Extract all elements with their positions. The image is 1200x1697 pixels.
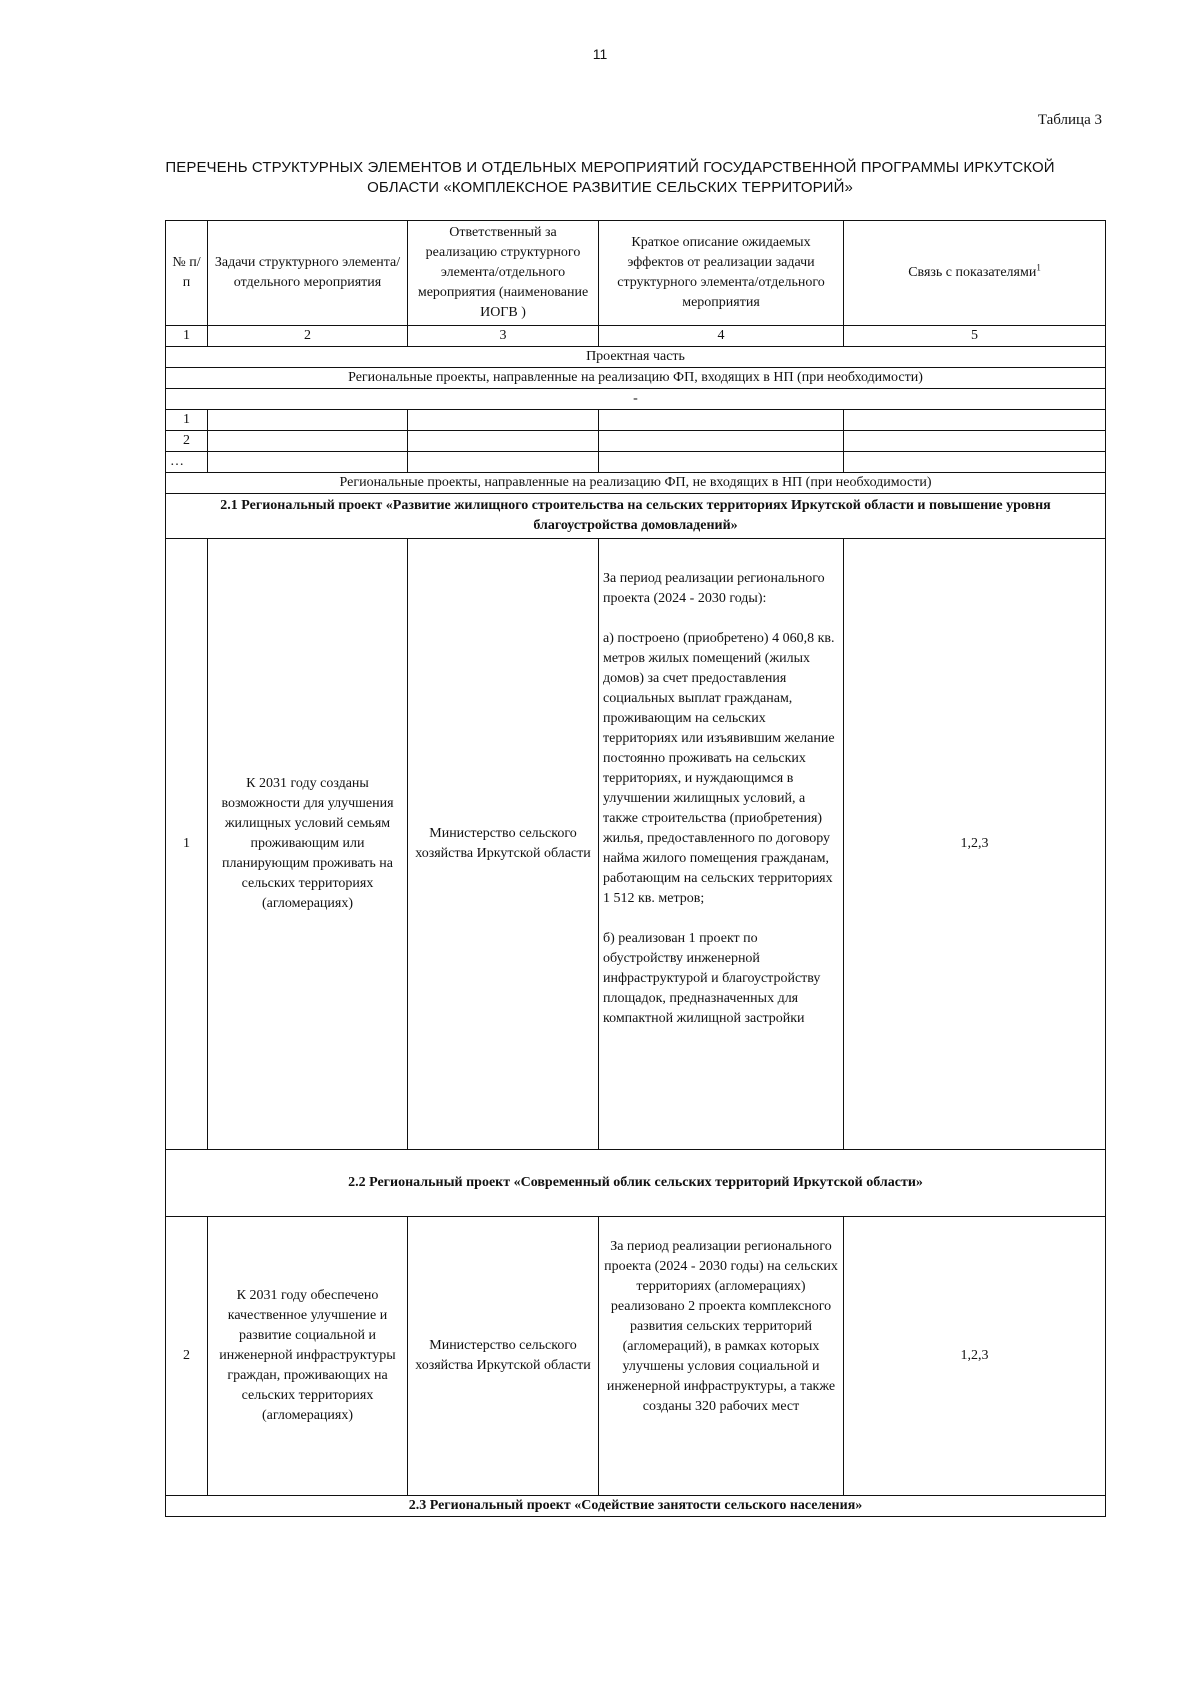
row-1-link: 1,2,3 xyxy=(844,539,1106,1150)
project-2-3-row xyxy=(166,1496,1106,1517)
table-row xyxy=(166,431,1106,452)
project-2-2-row xyxy=(166,1150,1106,1217)
row-2-description: За период реализации регионального проекта (2024 - 2030 годы) на сельских территориях (агломерациях) реализовано 2 проекта комплексного развития сельских территорий (агломераций), в рамках которых улучшены условия социальной и инженерной инфраструктуры, а также созданы 320 рабочих мест xyxy=(599,1217,844,1496)
table-row xyxy=(166,1217,1106,1496)
row-1-number: 1 xyxy=(166,539,208,1150)
empty-cell xyxy=(408,452,599,473)
regional-not-in-np-row xyxy=(166,473,1106,494)
header-link xyxy=(844,221,1106,326)
header-link-text: Связь с показателями xyxy=(908,265,1037,280)
project-2-3-heading: 2.3 Региональный проект «Содействие занятости сельского населения» xyxy=(166,1496,1106,1517)
page-number: 11 xyxy=(592,46,608,62)
empty-cell xyxy=(599,431,844,452)
project-part-row xyxy=(166,347,1106,368)
row-1-responsible: Министерство сельского хозяйства Иркутской области xyxy=(408,539,599,1150)
empty-cell xyxy=(599,452,844,473)
project-2-1-heading: 2.1 Региональный проект «Развитие жилищного строительства на сельских территориях Иркутской области и повышение уровня благоустройства домовладений» xyxy=(166,494,1106,539)
regional-not-in-np-heading: Региональные проекты, направленные на реализацию ФП, не входящих в НП (при необходимости) xyxy=(166,473,1106,494)
row-1-desc-b: б) реализован 1 проект по обустройству инженерной инфраструктурой и благоустройству площадок, предназначенных для компактной жилищной застройки xyxy=(603,931,821,1026)
empty-cell xyxy=(208,452,408,473)
row-1-desc-intro: За период реализации регионального проекта (2024 - 2030 годы): xyxy=(603,571,825,606)
regional-in-np-row xyxy=(166,368,1106,389)
row-1-task: К 2031 году созданы возможности для улучшения жилищных условий семьям проживающим или планирующим проживать на сельских территориях (агломерациях) xyxy=(208,539,408,1150)
table-header-row xyxy=(166,221,1106,326)
empty-cell xyxy=(844,410,1106,431)
project-part-heading: Проектная часть xyxy=(166,347,1106,368)
dash-row xyxy=(166,389,1106,410)
table-label: Таблица 3 xyxy=(1037,112,1102,128)
row-number: 2 xyxy=(166,431,208,452)
column-number: 4 xyxy=(599,326,844,347)
row-2-task: К 2031 году обеспечено качественное улучшение и развитие социальной и инженерной инфраструктуры граждан, проживающих на сельских территориях (агломерациях) xyxy=(208,1217,408,1496)
row-2-responsible: Министерство сельского хозяйства Иркутской области xyxy=(408,1217,599,1496)
column-number-row xyxy=(166,326,1106,347)
column-number: 5 xyxy=(844,326,1106,347)
empty-cell xyxy=(208,410,408,431)
row-number: … xyxy=(166,452,208,473)
empty-cell xyxy=(599,410,844,431)
table-row xyxy=(166,410,1106,431)
row-2-number: 2 xyxy=(166,1217,208,1496)
row-number: 1 xyxy=(166,410,208,431)
header-num: № п/п xyxy=(166,221,208,326)
empty-cell xyxy=(208,431,408,452)
empty-cell xyxy=(844,431,1106,452)
document-title: ПЕРЕЧЕНЬ СТРУКТУРНЫХ ЭЛЕМЕНТОВ И ОТДЕЛЬНЫХ МЕРОПРИЯТИЙ ГОСУДАРСТВЕННОЙ ПРОГРАММЫ ИРКУТСКОЙ ОБЛАСТИ «КОМПЛЕКСНОЕ РАЗВИТИЕ СЕЛЬСКИХ ТЕРРИТОРИЙ» xyxy=(165,159,1055,196)
empty-cell xyxy=(408,431,599,452)
measures-table xyxy=(165,220,1106,1517)
row-1-desc-a2: 1 512 кв. метров; xyxy=(603,891,705,906)
row-1-desc-a: а) построено (приобретено) 4 060,8 кв. метров жилых помещений (жилых домов) за счет предоставления социальных выплат гражданам, проживающим на сельских территориях или изъявившим желание постоянно проживать на сельских территориях, и нуждающимся в улучшении жилищных условий, а также строительства (приобретения) жилья, предоставленного по договору найма жилого помещения гражданам, работающим на сельских территориях xyxy=(603,631,835,886)
table-row xyxy=(166,539,1106,1150)
empty-cell xyxy=(844,452,1106,473)
column-number: 3 xyxy=(408,326,599,347)
row-1-description xyxy=(599,539,844,1150)
empty-cell xyxy=(408,410,599,431)
row-2-link: 1,2,3 xyxy=(844,1217,1106,1496)
header-responsible: Ответственный за реализацию структурного элемента/отдельного мероприятия (наименование ИОГВ ) xyxy=(408,221,599,326)
header-tasks: Задачи структурного элемента/отдельного мероприятия xyxy=(208,221,408,326)
column-number: 1 xyxy=(166,326,208,347)
header-link-footnote: 1 xyxy=(1036,262,1041,273)
column-number: 2 xyxy=(208,326,408,347)
regional-in-np-heading: Региональные проекты, направленные на реализацию ФП, входящих в НП (при необходимости) xyxy=(166,368,1106,389)
dash-cell: - xyxy=(166,389,1106,410)
table-row xyxy=(166,452,1106,473)
header-description: Краткое описание ожидаемых эффектов от реализации задачи структурного элемента/отдельного мероприятия xyxy=(599,221,844,326)
project-2-2-heading: 2.2 Региональный проект «Современный облик сельских территорий Иркутской области» xyxy=(166,1150,1106,1217)
project-2-1-row xyxy=(166,494,1106,539)
